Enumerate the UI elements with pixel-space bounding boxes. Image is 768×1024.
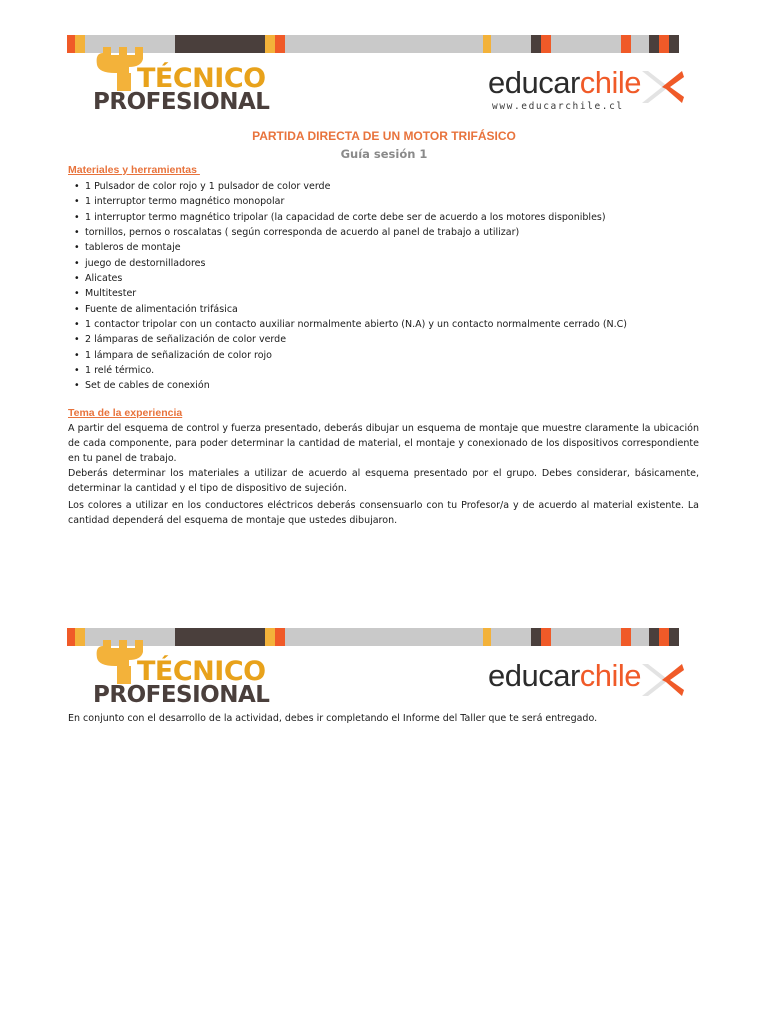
materials-heading: Materiales y herramientas xyxy=(68,164,200,176)
list-item: • 1 interruptor termo magnético monopolar xyxy=(74,194,704,209)
materials-list xyxy=(74,179,704,394)
list-item: • Set de cables de conexión xyxy=(74,378,704,393)
list-item: • 1 lámpara de señalización de color rojo xyxy=(74,348,704,363)
list-item: • Fuente de alimentación trifásica xyxy=(74,302,704,317)
educarchile-logo xyxy=(488,658,688,708)
tecnico-profesional-logo xyxy=(93,39,283,115)
tecnico-word: TÉCNICO xyxy=(137,656,266,687)
tecnico-word: TÉCNICO xyxy=(137,63,266,94)
educar-word: educar xyxy=(488,658,580,693)
educarchile-x-mark-icon xyxy=(638,67,686,113)
document-subtitle: Guía sesión 1 xyxy=(340,147,428,161)
educarchile-url: www.educarchile.cl xyxy=(492,101,624,112)
profesional-word: PROFESIONAL xyxy=(93,682,270,708)
educarchile-x-mark-icon xyxy=(638,660,686,706)
list-item: • 1 Pulsador de color rojo y 1 pulsador de color verde xyxy=(74,179,704,194)
page-header-2 xyxy=(67,628,699,712)
list-item: • Multitester xyxy=(74,286,704,301)
list-item: • 2 lámparas de señalización de color verde xyxy=(74,332,704,347)
educarchile-logo xyxy=(488,65,688,115)
document-title: PARTIDA DIRECTA DE UN MOTOR TRIFÁSICO xyxy=(252,129,516,143)
list-item: • juego de destornilladores xyxy=(74,256,704,271)
tema-heading: Tema de la experiencia xyxy=(68,407,183,419)
tema-paragraph: Los colores a utilizar en los conductores eléctricos deberás consensuarlo con tu Profesor/a y de acuerdo al material existente. La cantidad dependerá del esquema de montaje que ustedes dibujaron. xyxy=(68,500,699,527)
list-item: • tornillos, pernos o roscalatas ( según corresponda de acuerdo al panel de trabajo a utilizar) xyxy=(74,225,704,240)
list-item: • 1 interruptor termo magnético tripolar (la capacidad de corte debe ser de acuerdo a los motores disponibles) xyxy=(74,210,704,225)
tema-paragraph: Deberás determinar los materiales a utilizar de acuerdo al esquema presentado por el grupo. Debes considerar, básicamente, determinar la cantidad y el tipo de dispositivo de sujeción. xyxy=(68,468,699,495)
list-item: • Alicates xyxy=(74,271,704,286)
page2-paragraph: En conjunto con el desarrollo de la actividad, debes ir completando el Informe del Taller que te será entregado. xyxy=(68,713,598,724)
tema-paragraph: A partir del esquema de control y fuerza presentado, deberás dibujar un esquema de montaje que muestre claramente la ubicación de cada componente, para poder determinar la cantidad de material, el montaje y conexionado de los dispositivos correspondiente en tu panel de trabajo. xyxy=(68,423,699,465)
chile-word: chile xyxy=(579,65,642,100)
chile-word: chile xyxy=(579,658,642,693)
list-item: • 1 contactor tripolar con un contacto auxiliar normalmente abierto (N.A) y un contacto normalmente cerrado (N.C) xyxy=(74,317,704,332)
profesional-word: PROFESIONAL xyxy=(93,89,270,115)
tecnico-profesional-logo xyxy=(93,632,283,708)
educar-word: educar xyxy=(488,65,580,100)
page-header xyxy=(67,35,699,119)
list-item: • tableros de montaje xyxy=(74,240,704,255)
list-item: • 1 relé térmico. xyxy=(74,363,704,378)
